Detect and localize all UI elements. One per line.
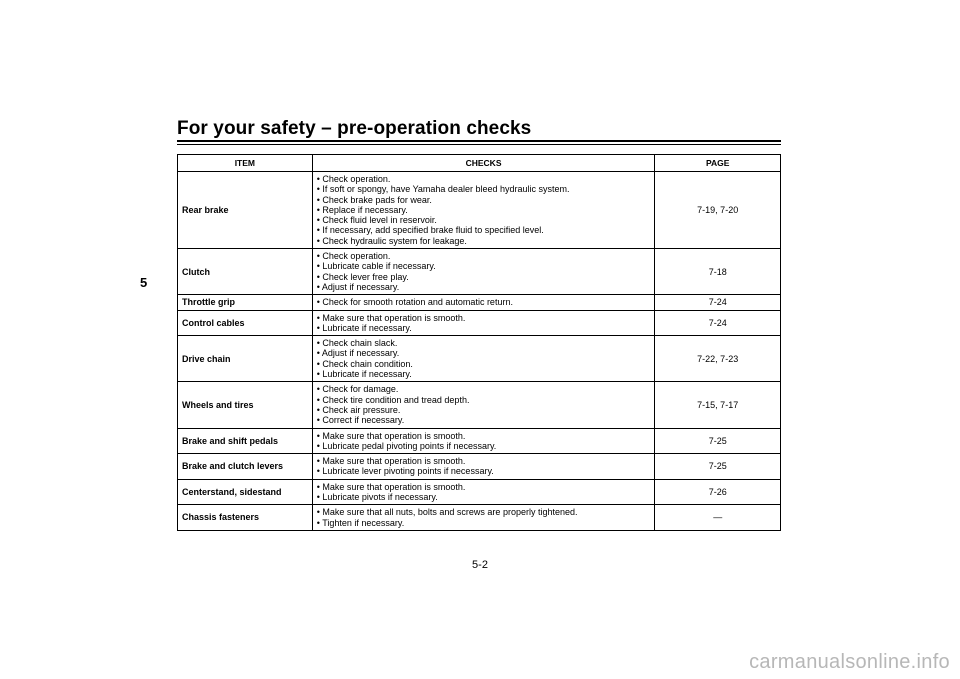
check-line: • Check for smooth rotation and automatic return. — [316, 297, 513, 308]
check-line: • Lubricate pedal pivoting points if necessary. — [316, 440, 497, 451]
row-checks — [312, 479, 655, 505]
row-item: Drive chain — [178, 336, 313, 382]
row-page: 7-22, 7-23 — [655, 336, 781, 382]
row-checks — [312, 428, 655, 454]
check-line: • Check air pressure. — [316, 404, 401, 415]
check-line: • Make sure that operation is smooth. — [316, 456, 466, 467]
check-line: • Lubricate cable if necessary. — [316, 261, 436, 272]
check-line: • Lubricate pivots if necessary. — [316, 492, 438, 503]
column-header-item: ITEM — [178, 155, 313, 172]
check-line: • Lubricate if necessary. — [316, 322, 412, 333]
check-line: • Check lever free play. — [316, 271, 409, 282]
row-item: Brake and shift pedals — [178, 428, 313, 454]
row-item: Rear brake — [178, 172, 313, 249]
table-row — [178, 310, 781, 336]
check-line: • Check hydraulic system for leakage. — [316, 235, 467, 246]
check-line: • Replace if necessary. — [316, 204, 408, 215]
check-line: • Check operation. — [316, 174, 391, 184]
row-item: Centerstand, sidestand — [178, 479, 313, 505]
row-checks — [312, 295, 655, 310]
table-row — [178, 479, 781, 505]
check-line: • Make sure that all nuts, bolts and screws are properly tightened. — [316, 507, 578, 518]
check-line: • Check fluid level in reservoir. — [316, 215, 437, 226]
row-item: Control cables — [178, 310, 313, 336]
row-checks — [312, 336, 655, 382]
row-page: 7-18 — [655, 249, 781, 295]
pre-operation-checks-table — [177, 154, 781, 531]
check-line: • Check brake pads for wear. — [316, 194, 432, 205]
row-checks — [312, 505, 655, 531]
check-line: • Make sure that operation is smooth. — [316, 430, 466, 441]
row-page: — — [655, 505, 781, 531]
row-item: Wheels and tires — [178, 382, 313, 428]
check-line: • Check for damage. — [316, 384, 399, 395]
row-page: 7-25 — [655, 454, 781, 480]
page-title: For your safety – pre-operation checks — [177, 118, 532, 139]
row-item: Brake and clutch levers — [178, 454, 313, 480]
check-line: • Check operation. — [316, 251, 391, 262]
row-checks — [312, 454, 655, 480]
table-row — [178, 249, 781, 295]
table-row — [178, 295, 781, 310]
row-page: 7-26 — [655, 479, 781, 505]
row-item: Chassis fasteners — [178, 505, 313, 531]
column-header-page: PAGE — [655, 155, 781, 172]
table-header-row — [178, 155, 781, 172]
table-row — [178, 454, 781, 480]
table-row — [178, 382, 781, 428]
check-line: • If soft or spongy, have Yamaha dealer bleed hydraulic system. — [316, 184, 570, 195]
table-row — [178, 172, 781, 249]
row-page: 7-15, 7-17 — [655, 382, 781, 428]
row-checks — [312, 310, 655, 336]
column-header-checks: CHECKS — [312, 155, 655, 172]
row-checks — [312, 382, 655, 428]
check-line: • Tighten if necessary. — [316, 517, 405, 528]
check-line: • Adjust if necessary. — [316, 348, 400, 359]
chapter-tab: 5 — [140, 275, 148, 290]
row-page: 7-19, 7-20 — [655, 172, 781, 249]
row-checks — [312, 249, 655, 295]
table-row — [178, 428, 781, 454]
check-line: • Check chain condition. — [316, 358, 413, 369]
check-line: • Lubricate if necessary. — [316, 369, 412, 380]
row-page: 7-24 — [655, 295, 781, 310]
row-page: 7-24 — [655, 310, 781, 336]
row-checks — [312, 172, 655, 249]
check-line: • Adjust if necessary. — [316, 281, 400, 292]
check-line: • Make sure that operation is smooth. — [316, 312, 466, 323]
check-line: • Lubricate lever pivoting points if necessary. — [316, 466, 494, 477]
row-page: 7-25 — [655, 428, 781, 454]
row-item: Clutch — [178, 249, 313, 295]
table-row — [178, 505, 781, 531]
page-number: 5-2 — [472, 559, 488, 571]
table-row — [178, 336, 781, 382]
watermark[interactable]: carmanualsonline.info — [749, 651, 950, 673]
check-line: • Correct if necessary. — [316, 415, 405, 426]
row-item: Throttle grip — [178, 295, 313, 310]
check-line: • Check chain slack. — [316, 338, 398, 349]
title-rule — [177, 140, 781, 142]
check-line: • If necessary, add specified brake fluid to specified level. — [316, 225, 544, 236]
title-rule-secondary — [177, 144, 781, 145]
check-line: • Check tire condition and tread depth. — [316, 394, 470, 405]
check-line: • Make sure that operation is smooth. — [316, 481, 466, 492]
